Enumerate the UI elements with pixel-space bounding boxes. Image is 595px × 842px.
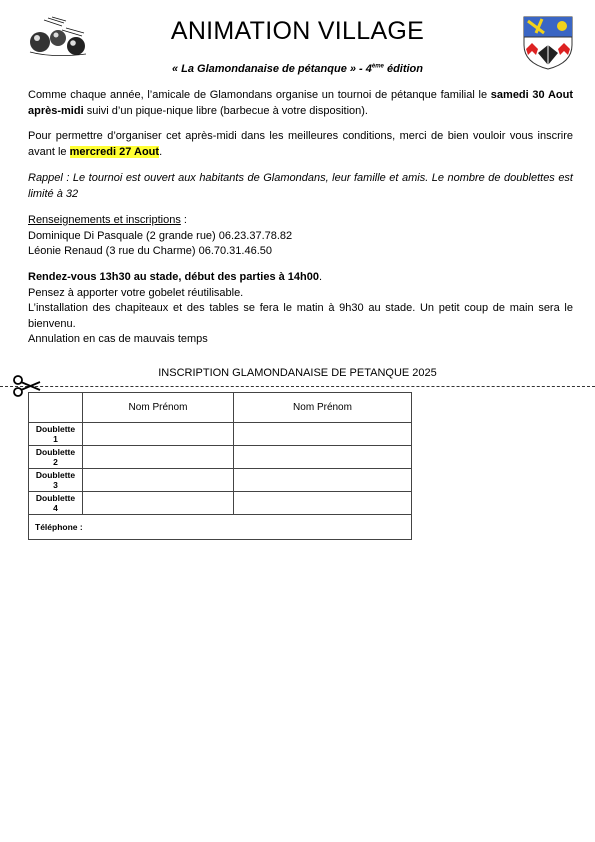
table-row: [29, 446, 412, 469]
intro-paragraph: Comme chaque année, l’amicale de Glamondans organise un tournoi de pétanque familial le samedi 30 Aout après-midi suivi d’un pique-nique libre (barbecue à votre disposition).: [28, 89, 573, 117]
row-label: Doublette 1: [29, 423, 83, 446]
form-title: INSCRIPTION GLAMONDANAISE DE PETANQUE 2025: [158, 367, 437, 379]
table-row: [29, 423, 412, 446]
meeting-info: Rendez-vous 13h30 au stade, début des parties à 14h00. Pensez à apporter votre gobelet réutilisable. L’installation des chapiteaux et des tables se fera le matin à 9h30 au stade. Un petit coup de main sera le bienvenu. Annulation en cas de mauvais temps: [28, 271, 573, 345]
column-header: Nom Prénom: [83, 393, 234, 423]
name-field[interactable]: [234, 446, 412, 469]
registration-paragraph: Pour permettre d’organiser cet après-midi dans les meilleures conditions, merci de bien vouloir vous inscrire avant le mercredi 27 Aout.: [28, 130, 573, 158]
contact-1: Dominique Di Pasquale (2 grande rue) 06.23.37.78.82: [28, 229, 293, 242]
phone-row: [29, 515, 412, 540]
name-field[interactable]: [83, 423, 234, 446]
phone-field[interactable]: Téléphone :: [29, 515, 412, 540]
row-label: Doublette 3: [29, 469, 83, 492]
table-row: [29, 469, 412, 492]
table-header-row: [29, 393, 412, 423]
page-subtitle: « La Glamondanaise de pétanque » - 4ème édition: [171, 63, 423, 75]
page-title: ANIMATION VILLAGE: [170, 17, 425, 45]
name-field[interactable]: [83, 469, 234, 492]
name-field[interactable]: [234, 423, 412, 446]
contact-2: Léonie Renaud (3 rue du Charme) 06.70.31.46.50: [28, 245, 273, 257]
row-label: Doublette 2: [29, 446, 83, 469]
row-label: Doublette 4: [29, 492, 83, 515]
name-field[interactable]: [83, 492, 234, 515]
contact-block: Renseignements et inscriptions : Dominique Di Pasquale (2 grande rue) 06.23.37.78.82 Léonie Renaud (3 rue du Charme) 06.70.31.46.50: [28, 213, 573, 260]
name-field[interactable]: [234, 492, 412, 515]
cut-line: [0, 386, 595, 387]
name-field[interactable]: [83, 446, 234, 469]
column-header: Nom Prénom: [234, 393, 412, 423]
name-field[interactable]: [234, 469, 412, 492]
registration-form-table: [28, 392, 412, 540]
table-row: [29, 492, 412, 515]
reminder-paragraph: Rappel : Le tournoi est ouvert aux habitants de Glamondans, leur famille et amis. Le nombre de doublettes est limité à 32: [28, 172, 573, 200]
deadline-highlight: mercredi 27 Aout: [69, 145, 160, 158]
